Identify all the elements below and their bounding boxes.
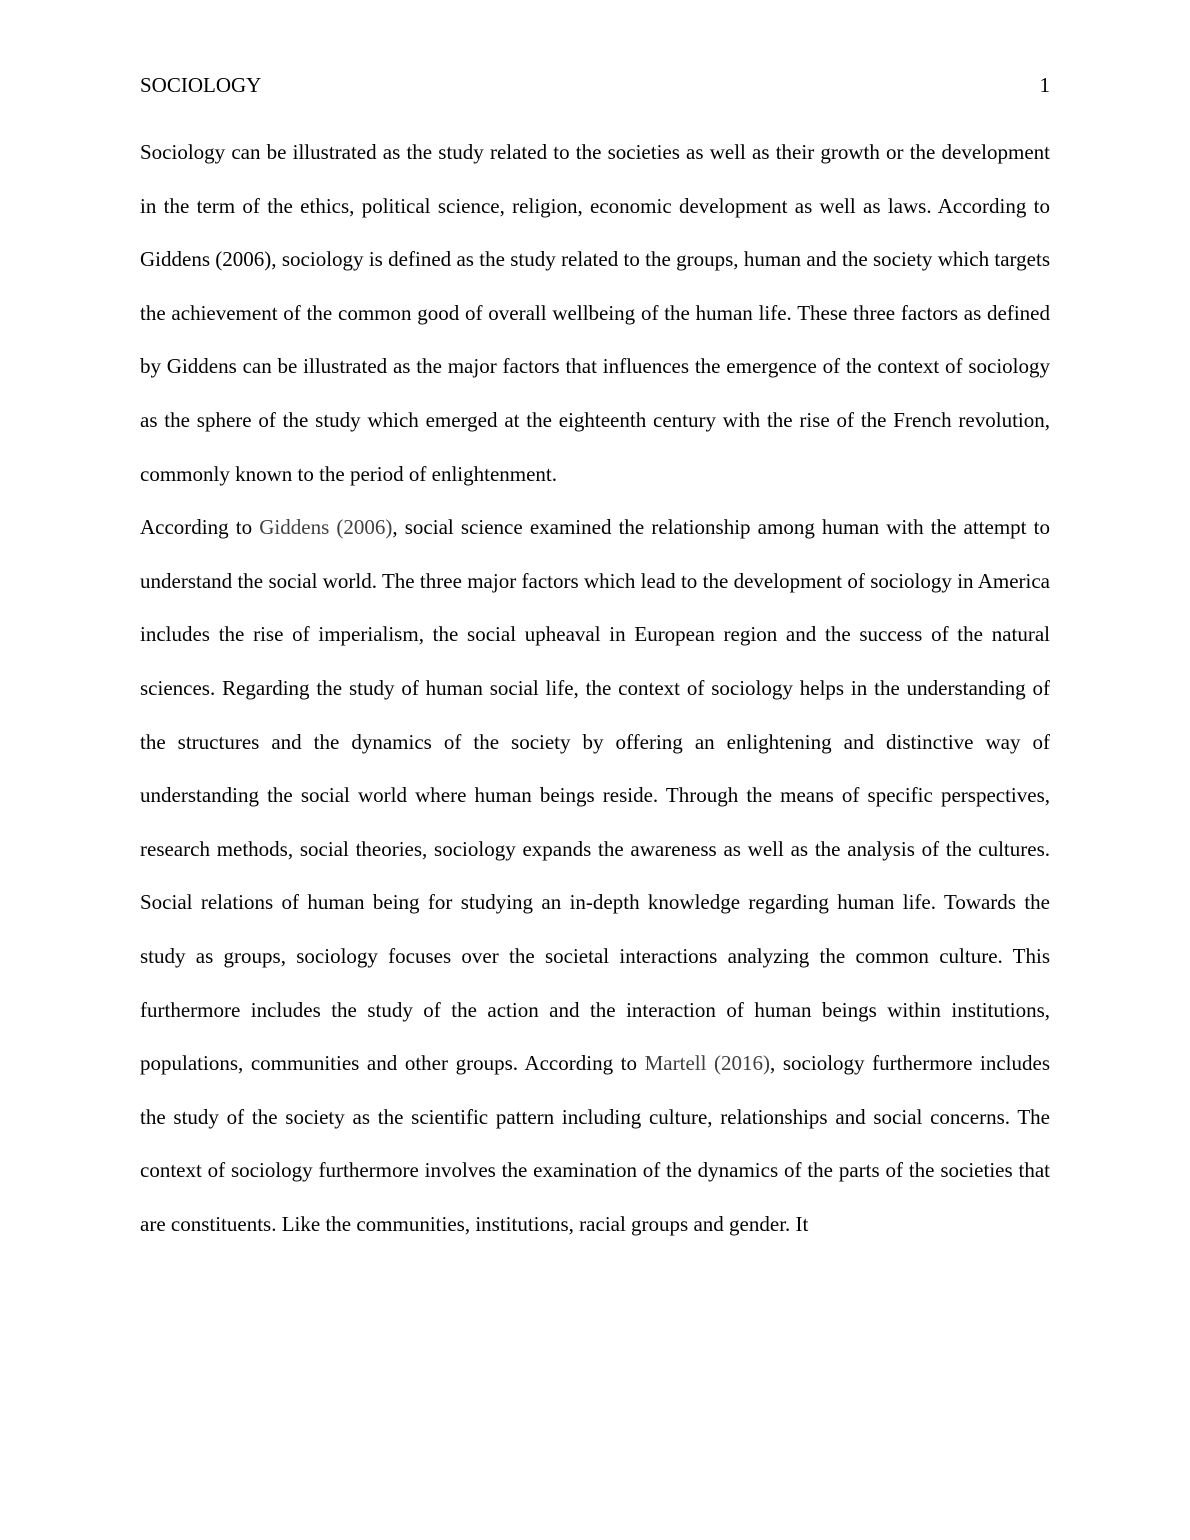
running-head <box>140 70 1050 100</box>
paragraph-2-text-b: , social science examined the relationship among human with the attempt to understand the social world. The three major factors which lead to the development of sociology in America includes the rise of imperialism, the social upheaval in European region and the success of the natural sciences. Regarding the study of human social life, the context of sociology helps in the understanding of the structures and the dynamics of the society by offering an enlightening and distinctive way of understanding the social world where human beings reside. Through the means of specific perspectives, research methods, social theories, sociology expands the awareness as well as the analysis of the cultures. Social relations of human being for studying an in-depth knowledge regarding human life. Towards the study as groups, sociology focuses over the societal interactions analyzing the common culture. This furthermore includes the study of the action and the interaction of human beings within institutions, populations, communities and other groups. According to <box>140 515 1050 1076</box>
body-text <box>140 126 1050 1251</box>
paragraph-2 <box>140 501 1050 1251</box>
paragraph-1: Sociology can be illustrated as the study related to the societies as well as their growth or the development in the term of the ethics, political science, religion, economic development as well as laws. According to Giddens (2006), sociology is defined as the study related to the groups, human and the society which targets the achievement of the common good of overall wellbeing of the human life. These three factors as defined by Giddens can be illustrated as the major factors that influences the emergence of the context of sociology as the sphere of the study which emerged at the eighteenth century with the rise of the French revolution, commonly known to the period of enlightenment. <box>140 140 1050 486</box>
running-head-title: SOCIOLOGY <box>140 73 262 97</box>
page-number: 1 <box>1039 73 1050 97</box>
paragraph-2-text-c: , sociology furthermore includes the study of the society as the scientific pattern including culture, relationships and social concerns. The context of sociology furthermore involves the examination of the dynamics of the parts of the societies that are constituents. Like the communities, institutions, racial groups and gender. It <box>140 1051 1051 1236</box>
citation-martell-2016: Martell (2016) <box>644 1051 771 1076</box>
citation-giddens-2006: Giddens (2006) <box>259 515 393 540</box>
paragraph-2-text-a: According to <box>140 515 260 540</box>
